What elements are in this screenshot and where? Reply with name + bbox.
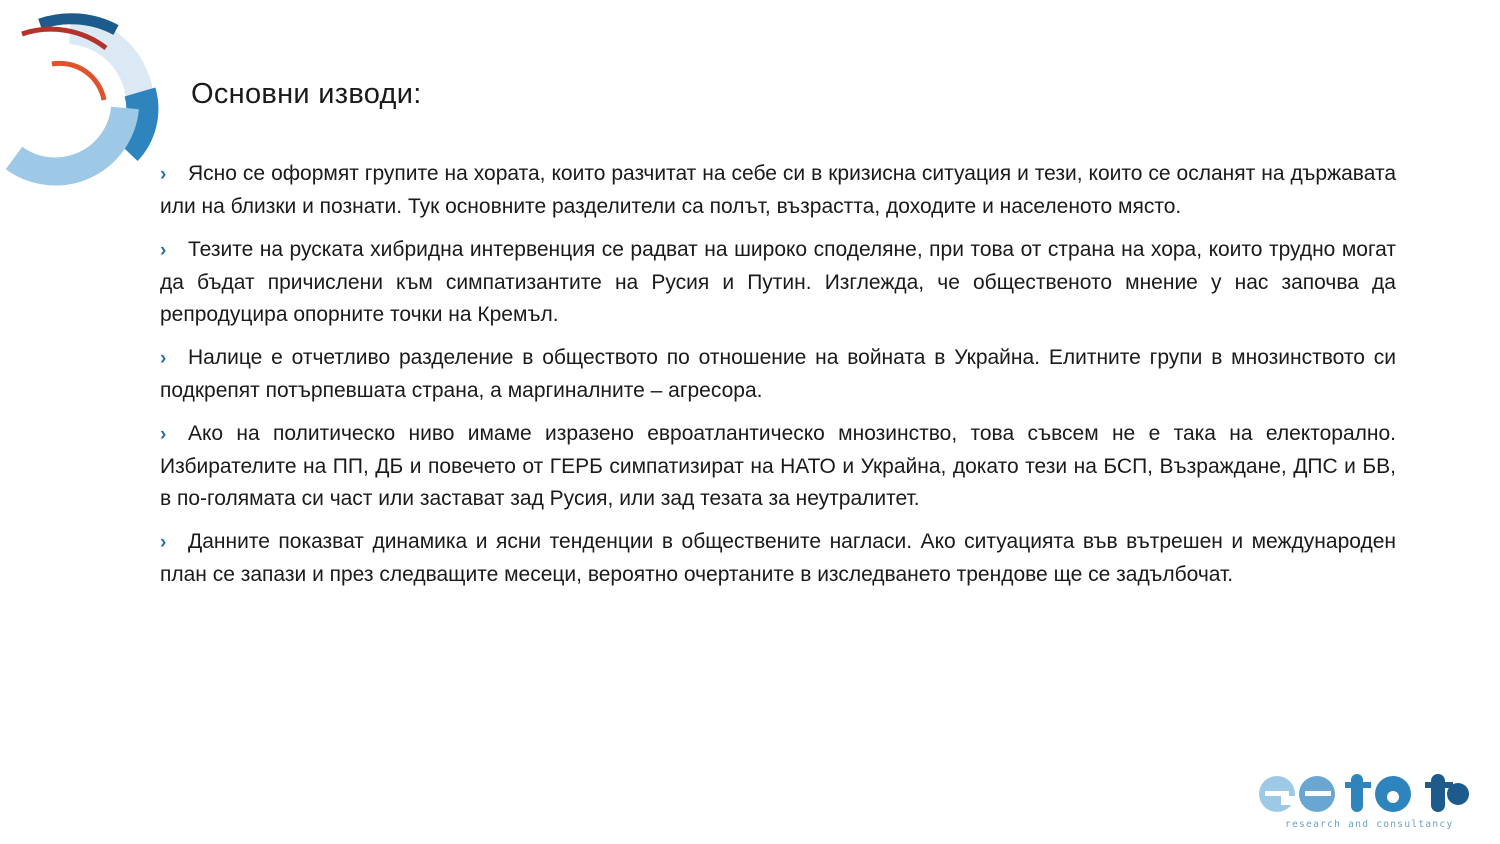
list-item — [160, 342, 1396, 407]
list-item-text: Тезите на руската хибридна интервенция се радват на широко споделяне, при това от страна на хора, които трудно могат да бъдат причислени към симпатизантите на Русия и Путин. Изглежда, че общественото мнение у нас започва да репродуцира опорните точки на Кремъл. — [160, 238, 1396, 326]
list-item-text: Данните показват динамика и ясни тенденции в обществените нагласи. Ако ситуацията във вътрешен и международен план се запази и през следващите месеци, вероятно очертаните в изследването трендове ще се задълбочат. — [160, 530, 1396, 586]
chevron-right-icon: › — [160, 348, 167, 369]
list-item — [160, 234, 1396, 331]
logo-tagline: research and consultancy — [1285, 819, 1454, 830]
list-item — [160, 526, 1396, 591]
list-item-text: Ако на политическо ниво имаме изразено евроатлантическо мнозинство, това съвсем не е така на електорално. Избирателите на ПП, ДБ и повечето от ГЕРБ симпатизират на НАТО и Украйна, докато тези на БСП, Възраждане, ДПС и БВ, в по-голямата си част или застават зад Русия, или зад тезата за неутралитет. — [160, 422, 1396, 510]
list-item-text: Налице е отчетливо разделение в обществото по отношение на войната в Украйна. Елитните групи в мнозинството си подкрепят потърпевшата страна, а маргиналните – агресора. — [160, 346, 1396, 402]
chevron-right-icon: › — [160, 424, 167, 445]
chevron-right-icon: › — [160, 164, 167, 185]
list-item-text: Ясно се оформят групите на хората, които разчитат на себе си в кризисна ситуация и тези, които се осланят на държавата или на близки и познати. Тук основните разделители са полът, възрастта, доходите и населеното място. — [160, 162, 1396, 218]
decorative-arcs-logo — [0, 0, 170, 200]
chevron-right-icon: › — [160, 532, 167, 553]
chevron-right-icon: › — [160, 240, 167, 261]
list-item — [160, 418, 1396, 515]
list-item — [160, 158, 1396, 223]
conclusions-list — [160, 158, 1396, 602]
page-title: Основни изводи: — [191, 78, 422, 110]
